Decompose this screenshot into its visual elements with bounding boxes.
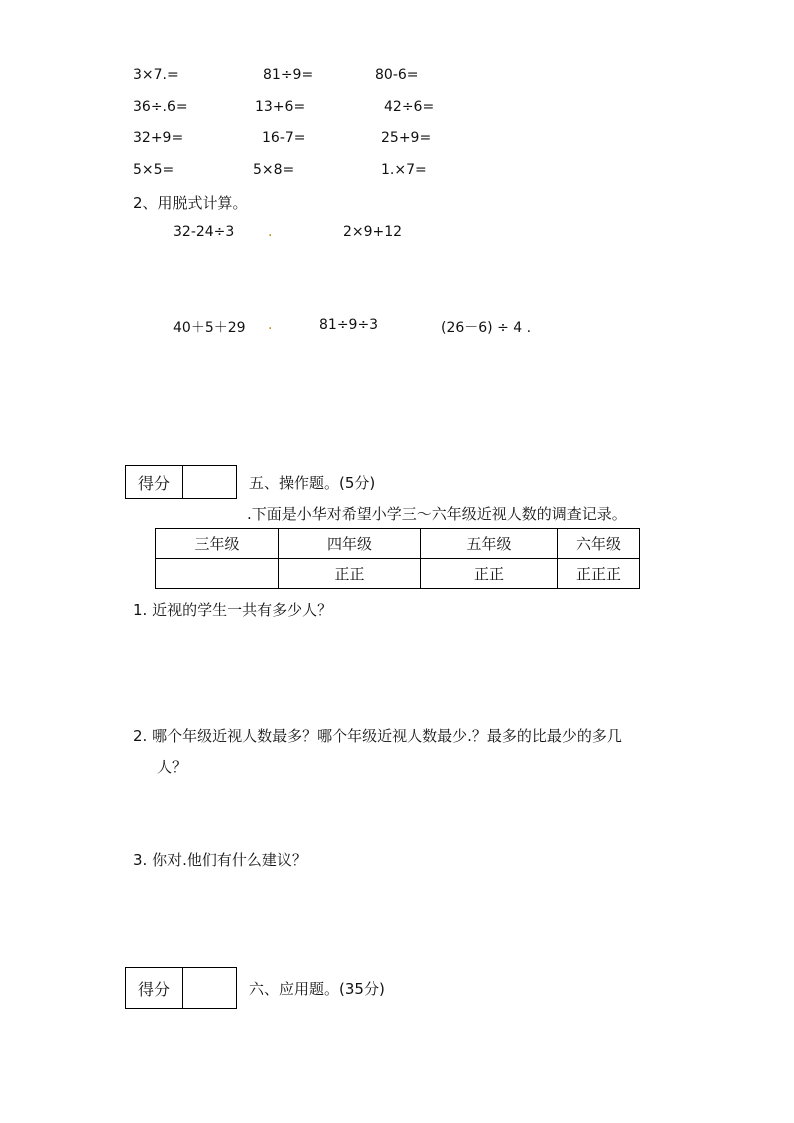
table-cell: 正正 <box>421 559 558 589</box>
question-2-continued: 人？ <box>157 758 188 776</box>
expression: (26－6) ÷ 4 . <box>441 320 532 336</box>
calc-item: 3×7.= <box>133 67 179 83</box>
calc-item: 16-7= <box>262 130 306 146</box>
calc-item: 36÷.6= <box>133 99 188 115</box>
table-header: 四年级 <box>279 529 421 559</box>
question-2: 2. 哪个年级近视人数最多？哪个年级近视人数最少.？最多的比最少的多几 <box>133 727 622 745</box>
table-cell: 正正 <box>279 559 421 589</box>
expression: 32-24÷3 <box>173 224 235 240</box>
section5-heading: 五、操作题。(5分) <box>249 474 376 492</box>
calc-item: 32+9= <box>133 130 184 146</box>
score-box-section6 <box>125 967 237 1009</box>
calc-item: 81÷9= <box>263 67 314 83</box>
calc-item: 13+6= <box>255 99 306 115</box>
calc-item: 42÷6= <box>384 99 435 115</box>
survey-table <box>155 528 640 589</box>
table-header: 五年级 <box>421 529 558 559</box>
calc-item: 5×5= <box>133 162 175 178</box>
score-label: 得分 <box>126 466 183 498</box>
calc-item: 5×8= <box>253 162 295 178</box>
table-cell <box>156 559 279 589</box>
score-cell[interactable] <box>183 466 236 498</box>
dot-mark: . <box>268 224 273 240</box>
calc-item: 1.×7= <box>381 162 427 178</box>
table-row <box>156 529 640 559</box>
question-1: 1. 近视的学生一共有多少人？ <box>133 601 333 619</box>
section6-heading: 六、应用题。(35分) <box>249 980 385 998</box>
score-cell[interactable] <box>183 968 236 1008</box>
section2-heading: 2、用脱式计算。 <box>133 194 248 212</box>
dot-mark: . <box>268 317 273 333</box>
expression: 40＋5＋29 <box>173 320 246 336</box>
calc-item: 25+9= <box>381 130 432 146</box>
table-header: 六年级 <box>558 529 640 559</box>
calc-item: 80-6= <box>375 67 419 83</box>
score-label: 得分 <box>126 968 183 1008</box>
table-cell: 正正正 <box>558 559 640 589</box>
score-box-section5 <box>125 465 237 499</box>
expression: 2×9+12 <box>343 224 403 240</box>
table-row <box>156 559 640 589</box>
survey-intro: .下面是小华对希望小学三～六年级近视人数的调查记录。 <box>247 505 627 523</box>
question-3: 3. 你对.他们有什么建议？ <box>133 851 307 869</box>
expression: 81÷9÷3 <box>319 317 379 333</box>
table-header: 三年级 <box>156 529 279 559</box>
